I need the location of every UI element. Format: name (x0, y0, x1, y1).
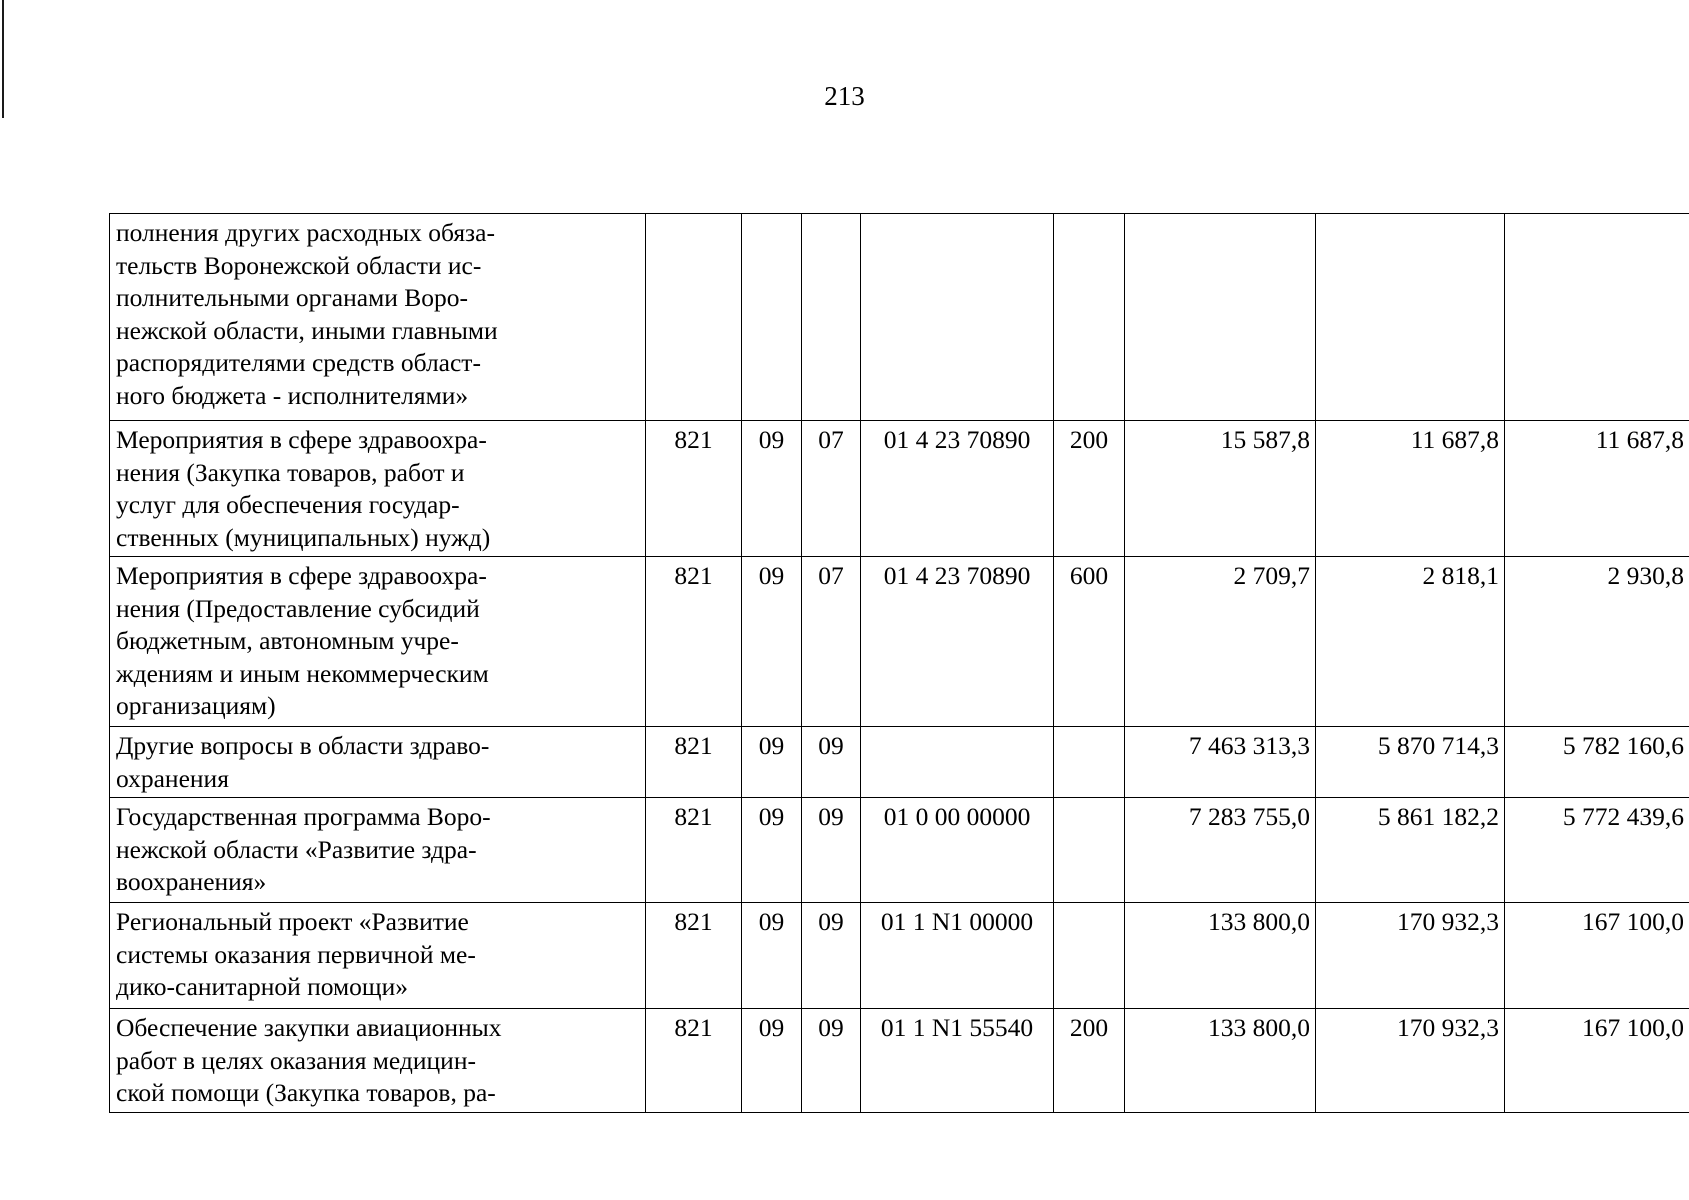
subsection-cell: 09 (802, 798, 861, 903)
section-cell: 09 (742, 727, 802, 798)
subsection-cell: 09 (802, 727, 861, 798)
amount-year1-cell: 7 283 755,0 (1125, 798, 1316, 903)
section-cell: 09 (742, 903, 802, 1009)
table-row (110, 557, 1689, 727)
subsection-cell: 09 (802, 903, 861, 1009)
amount-year1-cell: 7 463 313,3 (1125, 727, 1316, 798)
amount-year1-cell: 2 709,7 (1125, 557, 1316, 727)
grbs-cell (646, 214, 742, 421)
expense-type-cell (1054, 214, 1125, 421)
target-article-cell (861, 727, 1054, 798)
grbs-cell: 821 (646, 903, 742, 1009)
subsection-cell: 09 (802, 1009, 861, 1113)
amount-year1-cell (1125, 214, 1316, 421)
amount-year1-cell: 133 800,0 (1125, 903, 1316, 1009)
amount-year2-cell: 170 932,3 (1316, 1009, 1505, 1113)
amount-year3-cell: 11 687,8 (1505, 421, 1689, 557)
subsection-cell (802, 214, 861, 421)
row-name: Мероприятия в сфере здравоохра- нения (Предоставление субсидий бюджетным, автономным учре- ждениям и иным некоммерческим организациям) (110, 557, 646, 727)
section-cell: 09 (742, 798, 802, 903)
amount-year1-cell: 133 800,0 (1125, 1009, 1316, 1113)
section-cell: 09 (742, 557, 802, 727)
expense-type-cell (1054, 903, 1125, 1009)
row-name: Мероприятия в сфере здравоохра- нения (Закупка товаров, работ и услуг для обеспечения государ- ственных (муниципальных) нужд) (110, 421, 646, 557)
subsection-cell: 07 (802, 557, 861, 727)
table-row (110, 727, 1689, 798)
amount-year3-cell: 167 100,0 (1505, 903, 1689, 1009)
row-name: Государственная программа Воро- нежской области «Развитие здра- воохранения» (110, 798, 646, 903)
expense-type-cell: 200 (1054, 421, 1125, 557)
row-name: Другие вопросы в области здраво- охранения (110, 727, 646, 798)
row-name: Обеспечение закупки авиационных работ в целях оказания медицин- ской помощи (Закупка товаров, ра- (110, 1009, 646, 1113)
grbs-cell: 821 (646, 557, 742, 727)
amount-year1-cell: 15 587,8 (1125, 421, 1316, 557)
target-article-cell: 01 1 N1 55540 (861, 1009, 1054, 1113)
expense-type-cell (1054, 798, 1125, 903)
budget-table (109, 213, 1689, 1113)
amount-year2-cell: 5 870 714,3 (1316, 727, 1505, 798)
section-cell (742, 214, 802, 421)
target-article-cell: 01 4 23 70890 (861, 421, 1054, 557)
table-row (110, 214, 1689, 421)
table-row (110, 798, 1689, 903)
expense-type-cell: 200 (1054, 1009, 1125, 1113)
row-name: Региональный проект «Развитие системы оказания первичной ме- дико-санитарной помощи» (110, 903, 646, 1009)
amount-year3-cell (1505, 214, 1689, 421)
amount-year3-cell: 5 772 439,6 (1505, 798, 1689, 903)
section-cell: 09 (742, 1009, 802, 1113)
grbs-cell: 821 (646, 727, 742, 798)
amount-year2-cell: 2 818,1 (1316, 557, 1505, 727)
row-name: полнения других расходных обяза- тельств Воронежской области ис- полнительными органами Воро- нежской области, иными главными распорядителями средств област- ного бюджета - исполнителями» (110, 214, 646, 421)
expense-type-cell: 600 (1054, 557, 1125, 727)
target-article-cell: 01 1 N1 00000 (861, 903, 1054, 1009)
grbs-cell: 821 (646, 798, 742, 903)
table-row (110, 1009, 1689, 1113)
target-article-cell (861, 214, 1054, 421)
target-article-cell: 01 4 23 70890 (861, 557, 1054, 727)
table-row (110, 421, 1689, 557)
amount-year3-cell: 5 782 160,6 (1505, 727, 1689, 798)
grbs-cell: 821 (646, 1009, 742, 1113)
page-number: 213 (824, 81, 865, 111)
amount-year2-cell: 170 932,3 (1316, 903, 1505, 1009)
expense-type-cell (1054, 727, 1125, 798)
amount-year3-cell: 167 100,0 (1505, 1009, 1689, 1113)
amount-year2-cell (1316, 214, 1505, 421)
amount-year3-cell: 2 930,8 (1505, 557, 1689, 727)
target-article-cell: 01 0 00 00000 (861, 798, 1054, 903)
amount-year2-cell: 11 687,8 (1316, 421, 1505, 557)
subsection-cell: 07 (802, 421, 861, 557)
grbs-cell: 821 (646, 421, 742, 557)
amount-year2-cell: 5 861 182,2 (1316, 798, 1505, 903)
section-cell: 09 (742, 421, 802, 557)
table-row (110, 903, 1689, 1009)
